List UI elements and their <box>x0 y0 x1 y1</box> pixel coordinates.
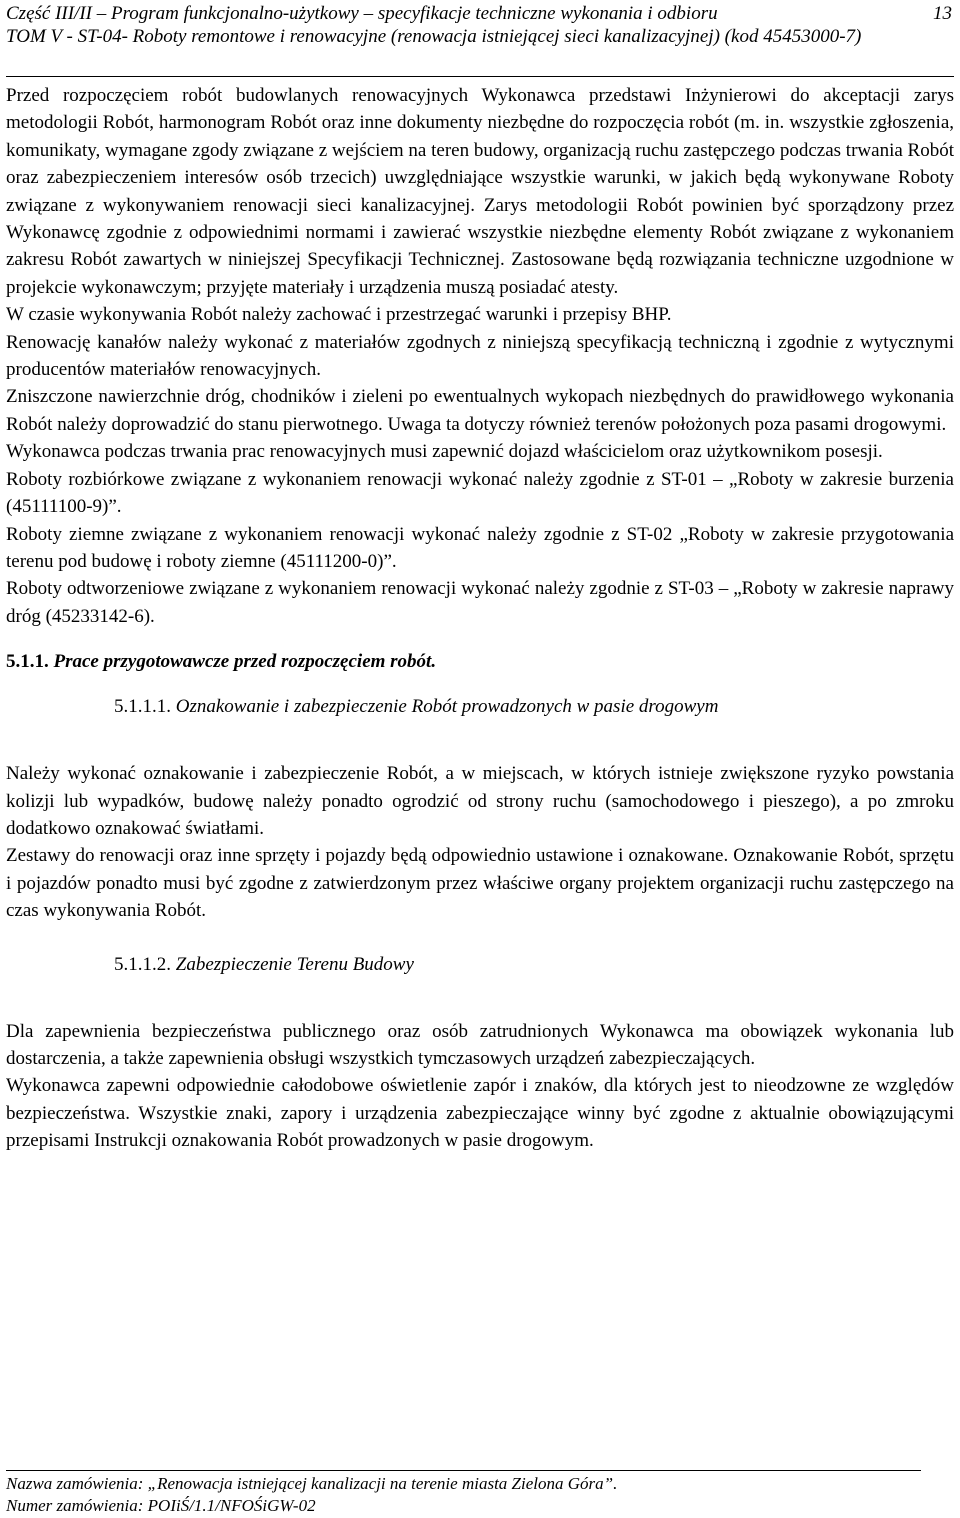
paragraph-restoration: Roboty odtworzeniowe związane z wykonaniem renowacji wykonać należy zgodnie z ST-03 – „Roboty w zakresie naprawy dróg (45233142-6). <box>6 578 954 627</box>
footer-order-number: Numer zamówienia: POIiŚ/1.1/NFOŚiGW-02 <box>6 1496 316 1515</box>
paragraph-earthworks: Roboty ziemne związane z wykonaniem renowacji wykonać należy zgodnie z ST-02 „Roboty w zakresie przygotowania terenu pod budowę i roboty ziemne (45111200-0)”. <box>6 523 954 572</box>
footer-order-name: Nazwa zamówienia: „Renowacja istniejącej kanalizacji na terenie miasta Zielona Góra”. <box>6 1474 618 1493</box>
subsection-title: Zabezpieczenie Terenu Budowy <box>175 953 414 975</box>
spacer <box>6 675 954 693</box>
subsection-heading-site-protection <box>114 951 954 978</box>
subsection-number: 5.1.1.2. <box>114 953 171 975</box>
footer-divider <box>6 1470 921 1471</box>
document-page <box>6 0 954 1518</box>
section-heading <box>6 648 954 675</box>
document-body <box>6 82 954 1155</box>
paragraph-demolition: Roboty rozbiórkowe związane z wykonaniem renowacji wykonać należy zgodnie z ST-01 – „Roboty w zakresie burzenia (45111100-9)”. <box>6 468 954 518</box>
header-volume-title: TOM V - ST-04- Roboty remontowe i renowacyjne (renowacja istniejącej sieci kanalizacyjnej) (kod 45453000-7) <box>6 26 862 47</box>
paragraph-access: Wykonawca podczas trwania prac renowacyjnych musi zapewnić dojazd właścicielom oraz użytkownikom posesji. <box>6 441 883 463</box>
paragraph-public-safety: Dla zapewnienia bezpieczeństwa publicznego oraz osób zatrudnionych Wykonawca ma obowiązek wykonania lub dostarczenia, a także zapewnienia obsługi wszystkich tymczasowych urządzeń zabezpieczających. <box>6 1020 954 1069</box>
spacer <box>6 630 954 648</box>
spacer <box>6 925 954 951</box>
subsection-number: 5.1.1.1. <box>114 696 171 718</box>
header-title-line <box>6 2 954 25</box>
header-part-title: Część III/II – Program funkcjonalno-użytkowy – specyfikacje techniczne wykonania i odbioru <box>6 3 718 24</box>
page-number: 13 <box>933 3 952 24</box>
paragraph-lighting: Wykonawca zapewni odpowiednie całodobowe oświetlenie zapór i znaków, dla których jest to nieodzowne ze względów bezpieczeństwa. Wszystkie znaki, zapory i urządzenia zabezpieczające winny być zgodne z aktualnie obowiązującymi przepisami Instrukcji oznakowania Robót prowadzonych w pasie drogowym. <box>6 1075 954 1152</box>
paragraph-equipment-marking: Zestawy do renowacji oraz inne sprzęty i pojazdy będą odpowiednio ustawione i oznakowane. Oznakowanie Robót, sprzętu i pojazdów ponadto musi być zgodne z zatwierdzonym przez właściwe organy projektem organizacji ruchu zastępczego na czas wykonywania Robót. <box>6 845 954 922</box>
paragraph-marking: Należy wykonać oznakowanie i zabezpieczenie Robót, a w miejscach, w których istnieje zwiększone ryzyko powstania kolizji lub wypadków, budowę należy ponadto ogrodzić od strony ruchu (samochodowego i pieszego), a po zmroku dodatkowo oznakować światłami. <box>6 763 954 839</box>
paragraph-surfaces: Zniszczone nawierzchnie dróg, chodników i zieleni po ewentualnych wykopach niezbędnych do prawidłowego wykonania Robót należy doprowadzić do stanu pierwotnego. Uwaga ta dotyczy również terenów położonych poza pasami drogowymi. <box>6 386 954 435</box>
section-title: Prace przygotowawcze przed rozpoczęciem robót. <box>53 651 437 673</box>
paragraph-renovation-materials: Renowację kanałów należy wykonać z materiałów zgodnych z niniejszą specyfikacją techniczną i zgodnie z wytycznymi producentów materiałów renowacyjnych. <box>6 331 954 381</box>
section-number: 5.1.1. <box>6 651 49 673</box>
paragraph-methodology: Przed rozpoczęciem robót budowlanych renowacyjnych Wykonawca przedstawi Inżynierowi do akceptacji zarys metodologii Robót, harmonogram Robót oraz inne dokumenty niezbędne do rozpoczęcia robót (m. in. wszystkie zgłoszenia, komunikaty, wymagane zgody związane z wejściem na teren budowy, organizacją ruchu zastępczego podczas trwania Robót oraz zabezpieczeniem interesów osób trzecich) uwzględniające wszystkie warunki, w jakich będą wykonywane Roboty związane z wykonywaniem renowacji sieci kanalizacyjnej. Zarys metodologii Robót powinien być sporządzony przez Wykonawcę zgodnie z odpowiednimi normami i zawierać wszystkie niezbędne elementy Robót związane z wykonaniem zakresu Robót zawartych w niniejszej Specyfikacji Technicznej. Zastosowane będą rozwiązania techniczne uzgodnione w projekcie wykonawczym; przyjęte materiały i urządzenia muszą posiadać atesty. <box>6 85 954 298</box>
spacer <box>6 978 954 1018</box>
subsection-title: Oznakowanie i zabezpieczenie Robót prowadzonych w pasie drogowym <box>175 696 719 718</box>
subsection-heading-marking <box>114 693 954 720</box>
page-header <box>6 2 954 48</box>
page-footer <box>6 1470 954 1517</box>
spacer <box>6 720 954 760</box>
paragraph-bhp: W czasie wykonywania Robót należy zachować i przestrzegać warunki i przepisy BHP. <box>6 304 672 326</box>
header-divider <box>6 76 954 77</box>
